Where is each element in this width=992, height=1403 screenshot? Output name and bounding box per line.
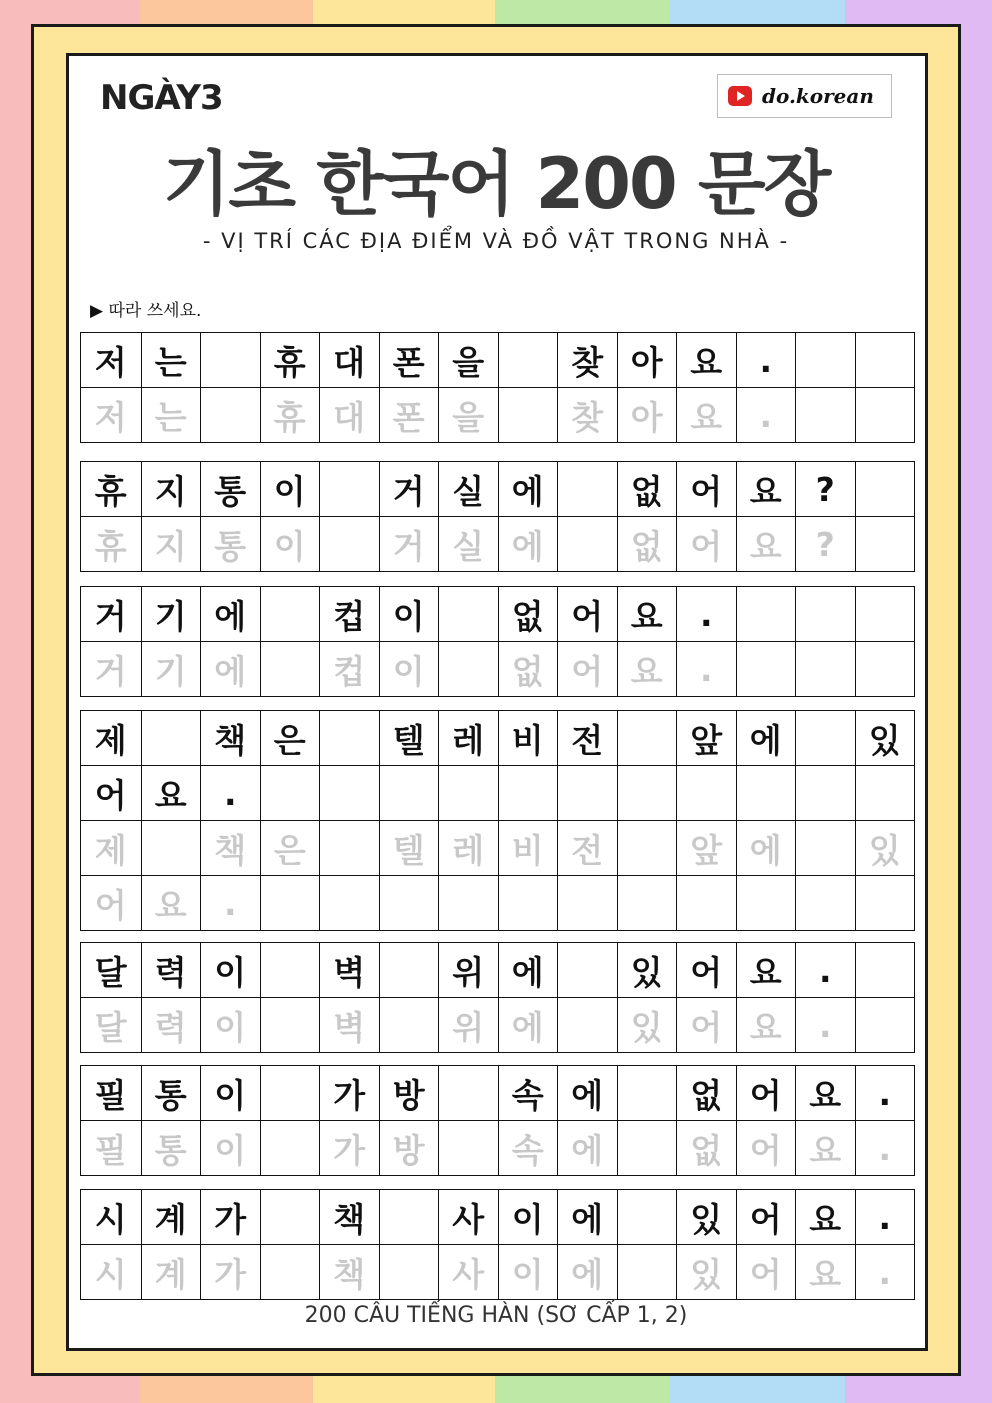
model-cell: 이: [498, 1190, 558, 1244]
channel-name: do.korean: [762, 84, 874, 108]
model-cell: 없: [498, 587, 558, 641]
trace-cell[interactable]: [855, 642, 915, 696]
model-cell: ?: [795, 462, 855, 516]
model-cell: 벽: [319, 943, 379, 997]
model-cell: 가: [319, 1066, 379, 1120]
sentence-grid: [80, 710, 915, 931]
trace-cell[interactable]: 계: [141, 1245, 201, 1299]
trace-cell[interactable]: [438, 876, 498, 930]
trace-cell[interactable]: 이: [498, 1245, 558, 1299]
trace-cell[interactable]: 없: [676, 1121, 736, 1175]
model-cell: [617, 711, 677, 765]
model-cell: 책: [200, 711, 260, 765]
model-row: [81, 462, 914, 516]
trace-cell[interactable]: 위: [438, 998, 498, 1052]
model-cell: [795, 587, 855, 641]
sentence-grid: [80, 1189, 915, 1300]
trace-cell[interactable]: [260, 1121, 320, 1175]
model-cell: [438, 766, 498, 820]
trace-cell[interactable]: 있: [676, 1245, 736, 1299]
trace-cell[interactable]: 책: [319, 1245, 379, 1299]
trace-cell[interactable]: [319, 517, 379, 571]
trace-cell[interactable]: 텔: [379, 821, 439, 875]
page-subtitle: - VỊ TRÍ CÁC ĐỊA ĐIỂM VÀ ĐỒ VẬT TRONG NHÀ -: [202, 229, 790, 253]
trace-cell[interactable]: .: [855, 1121, 915, 1175]
model-cell: [795, 766, 855, 820]
model-cell: 거: [379, 462, 439, 516]
sentence-grid: [80, 586, 915, 697]
model-cell: 요: [736, 943, 796, 997]
trace-cell[interactable]: [438, 642, 498, 696]
model-cell: 이: [379, 587, 439, 641]
trace-row: [81, 997, 914, 1052]
trace-cell[interactable]: 거: [94, 651, 127, 691]
model-cell: 앞: [676, 711, 736, 765]
trace-cell[interactable]: [438, 1121, 498, 1175]
model-cell: [260, 1066, 320, 1120]
trace-cell[interactable]: 비: [498, 821, 558, 875]
model-cell: [855, 462, 915, 516]
model-cell: 시: [94, 1199, 127, 1239]
model-cell: [260, 943, 320, 997]
trace-cell[interactable]: .: [736, 388, 796, 442]
trace-cell[interactable]: .: [855, 1245, 915, 1299]
trace-cell[interactable]: .: [676, 642, 736, 696]
model-cell: 어: [736, 1190, 796, 1244]
trace-cell[interactable]: [676, 876, 736, 930]
model-cell: [200, 333, 260, 387]
model-cell: 통: [200, 462, 260, 516]
trace-cell[interactable]: 요: [676, 388, 736, 442]
model-cell: [617, 1190, 677, 1244]
model-cell: .: [200, 766, 260, 820]
trace-cell[interactable]: [260, 876, 320, 930]
model-cell: [855, 943, 915, 997]
trace-cell[interactable]: [498, 876, 558, 930]
model-cell: 에: [498, 943, 558, 997]
trace-cell[interactable]: 는: [141, 388, 201, 442]
model-cell: 책: [319, 1190, 379, 1244]
model-cell: 레: [438, 711, 498, 765]
trace-cell[interactable]: [557, 517, 617, 571]
trace-cell[interactable]: 이: [200, 998, 260, 1052]
model-row: [81, 1066, 914, 1120]
sentence-grid: [80, 1065, 915, 1176]
trace-cell[interactable]: 제: [94, 830, 127, 870]
model-row: [81, 765, 914, 820]
model-cell: [557, 462, 617, 516]
trace-cell[interactable]: 없: [498, 642, 558, 696]
trace-cell[interactable]: 은: [260, 821, 320, 875]
trace-cell[interactable]: 있: [617, 998, 677, 1052]
model-cell: 제: [94, 720, 127, 760]
trace-cell[interactable]: ?: [795, 517, 855, 571]
trace-cell[interactable]: [617, 821, 677, 875]
model-cell: 어: [736, 1066, 796, 1120]
trace-cell[interactable]: 어: [736, 1245, 796, 1299]
model-cell: 있: [617, 943, 677, 997]
model-cell: .: [676, 587, 736, 641]
channel-logo[interactable]: [717, 74, 892, 118]
trace-cell[interactable]: 지: [141, 517, 201, 571]
trace-cell[interactable]: [141, 821, 201, 875]
trace-cell[interactable]: 기: [141, 642, 201, 696]
trace-row: [81, 1244, 914, 1299]
youtube-icon: [728, 86, 752, 106]
trace-cell[interactable]: 어: [94, 885, 127, 925]
trace-cell[interactable]: 휴: [260, 388, 320, 442]
trace-cell[interactable]: 가: [319, 1121, 379, 1175]
sentence-grid: [80, 332, 915, 443]
trace-cell[interactable]: [617, 1121, 677, 1175]
trace-cell[interactable]: 이: [260, 517, 320, 571]
trace-cell[interactable]: 앞: [676, 821, 736, 875]
model-cell: 없: [676, 1066, 736, 1120]
model-row: [81, 943, 914, 997]
trace-row: [81, 875, 914, 930]
model-cell: 은: [260, 711, 320, 765]
trace-cell[interactable]: 전: [557, 821, 617, 875]
model-cell: 요: [617, 587, 677, 641]
trace-cell[interactable]: 레: [438, 821, 498, 875]
trace-cell[interactable]: [379, 998, 439, 1052]
model-cell: 계: [141, 1190, 201, 1244]
trace-cell[interactable]: 속: [498, 1121, 558, 1175]
model-cell: 요: [141, 766, 201, 820]
trace-cell[interactable]: 요: [795, 1245, 855, 1299]
trace-cell[interactable]: [379, 1245, 439, 1299]
model-cell: 폰: [379, 333, 439, 387]
model-cell: 저: [94, 342, 127, 382]
trace-cell[interactable]: [260, 642, 320, 696]
trace-cell[interactable]: 에: [498, 998, 558, 1052]
trace-cell[interactable]: 이: [200, 1121, 260, 1175]
model-cell: 에: [736, 711, 796, 765]
trace-cell[interactable]: 대: [319, 388, 379, 442]
trace-cell[interactable]: [498, 388, 558, 442]
trace-cell[interactable]: [795, 388, 855, 442]
model-cell: [498, 333, 558, 387]
model-cell: .: [736, 333, 796, 387]
model-cell: 이: [260, 462, 320, 516]
trace-row: [81, 387, 914, 442]
footer-text: 200 CÂU TIẾNG HÀN (SƠ CẤP 1, 2): [304, 1303, 688, 1328]
trace-cell[interactable]: 없: [617, 517, 677, 571]
model-cell: [438, 1066, 498, 1120]
model-cell: 어: [676, 943, 736, 997]
trace-cell[interactable]: 에: [557, 1245, 617, 1299]
model-cell: 속: [498, 1066, 558, 1120]
trace-cell[interactable]: [855, 517, 915, 571]
model-cell: [557, 766, 617, 820]
trace-cell[interactable]: [795, 642, 855, 696]
trace-row: [81, 641, 914, 696]
model-cell: [617, 1066, 677, 1120]
model-cell: 있: [855, 711, 915, 765]
trace-cell[interactable]: [319, 821, 379, 875]
model-cell: [736, 587, 796, 641]
model-cell: 있: [676, 1190, 736, 1244]
trace-cell[interactable]: 휴: [94, 526, 127, 566]
model-cell: 텔: [379, 711, 439, 765]
model-cell: 방: [379, 1066, 439, 1120]
instruction-text: ▶ 따라 쓰세요.: [90, 301, 202, 321]
model-cell: 위: [438, 943, 498, 997]
model-cell: 어: [676, 462, 736, 516]
trace-cell[interactable]: 요: [736, 998, 796, 1052]
trace-cell[interactable]: 요: [141, 876, 201, 930]
model-cell: 휴: [260, 333, 320, 387]
model-cell: [319, 462, 379, 516]
trace-cell[interactable]: 어: [676, 998, 736, 1052]
trace-cell[interactable]: .: [795, 998, 855, 1052]
model-cell: [141, 711, 201, 765]
model-cell: [617, 766, 677, 820]
trace-cell[interactable]: [260, 998, 320, 1052]
trace-cell[interactable]: 시: [94, 1254, 127, 1294]
model-cell: 실: [438, 462, 498, 516]
model-cell: [498, 766, 558, 820]
trace-cell[interactable]: [617, 1245, 677, 1299]
trace-cell[interactable]: 벽: [319, 998, 379, 1052]
trace-cell[interactable]: 요: [617, 642, 677, 696]
model-cell: 대: [319, 333, 379, 387]
model-cell: 에: [557, 1066, 617, 1120]
model-cell: 요: [676, 333, 736, 387]
sentence-grid: [80, 942, 915, 1053]
model-cell: 는: [141, 333, 201, 387]
trace-row: [81, 516, 914, 571]
trace-cell[interactable]: [736, 876, 796, 930]
model-cell: .: [855, 1066, 915, 1120]
model-cell: [379, 766, 439, 820]
day-label: NGÀY3: [100, 78, 223, 118]
model-cell: 아: [617, 333, 677, 387]
trace-cell[interactable]: [617, 876, 677, 930]
trace-cell[interactable]: [736, 642, 796, 696]
model-cell: 찾: [557, 333, 617, 387]
model-cell: [676, 766, 736, 820]
trace-cell[interactable]: [200, 388, 260, 442]
model-cell: .: [855, 1190, 915, 1244]
model-cell: 달: [94, 952, 127, 992]
model-cell: 을: [438, 333, 498, 387]
model-cell: 에: [498, 462, 558, 516]
trace-cell[interactable]: 실: [438, 517, 498, 571]
trace-cell[interactable]: 어: [736, 1121, 796, 1175]
trace-cell[interactable]: [855, 876, 915, 930]
model-row: [81, 1190, 914, 1244]
trace-cell[interactable]: [855, 998, 915, 1052]
model-cell: [557, 943, 617, 997]
model-cell: 휴: [94, 471, 127, 511]
model-cell: [736, 766, 796, 820]
trace-cell[interactable]: 거: [379, 517, 439, 571]
trace-cell[interactable]: 책: [200, 821, 260, 875]
model-cell: [795, 711, 855, 765]
model-row: [81, 587, 914, 641]
trace-cell[interactable]: 아: [617, 388, 677, 442]
trace-cell[interactable]: 력: [141, 998, 201, 1052]
trace-cell[interactable]: 있: [855, 821, 915, 875]
model-cell: 이: [200, 1066, 260, 1120]
trace-cell[interactable]: [855, 388, 915, 442]
model-cell: [319, 711, 379, 765]
model-cell: [855, 333, 915, 387]
model-cell: 필: [94, 1075, 127, 1115]
model-cell: [319, 766, 379, 820]
trace-cell[interactable]: 통: [141, 1121, 201, 1175]
trace-cell[interactable]: 을: [438, 388, 498, 442]
trace-cell[interactable]: 컵: [319, 642, 379, 696]
trace-cell[interactable]: 사: [438, 1245, 498, 1299]
sentence-grid: [80, 461, 915, 572]
page-title: 기초 한국어 200 문장: [162, 143, 830, 225]
model-cell: 비: [498, 711, 558, 765]
model-cell: [438, 587, 498, 641]
trace-cell[interactable]: 필: [94, 1130, 127, 1170]
trace-cell[interactable]: [557, 998, 617, 1052]
model-cell: 기: [141, 587, 201, 641]
model-row: [81, 333, 914, 387]
model-cell: .: [795, 943, 855, 997]
trace-cell[interactable]: [795, 876, 855, 930]
model-cell: 요: [795, 1066, 855, 1120]
model-cell: 통: [141, 1066, 201, 1120]
trace-cell[interactable]: 저: [94, 397, 127, 437]
model-cell: 컵: [319, 587, 379, 641]
trace-cell[interactable]: 요: [736, 517, 796, 571]
trace-cell[interactable]: 방: [379, 1121, 439, 1175]
model-cell: 이: [200, 943, 260, 997]
model-row: [81, 711, 914, 765]
model-cell: [379, 1190, 439, 1244]
model-cell: 어: [94, 775, 127, 815]
model-cell: [795, 333, 855, 387]
trace-row: [81, 820, 914, 875]
model-cell: 에: [557, 1190, 617, 1244]
trace-cell[interactable]: 이: [379, 642, 439, 696]
trace-cell[interactable]: 에: [200, 642, 260, 696]
model-cell: 에: [200, 587, 260, 641]
trace-cell[interactable]: 폰: [379, 388, 439, 442]
model-cell: 사: [438, 1190, 498, 1244]
model-cell: [260, 1190, 320, 1244]
trace-cell[interactable]: [260, 1245, 320, 1299]
model-cell: 요: [795, 1190, 855, 1244]
trace-cell[interactable]: [379, 876, 439, 930]
trace-cell[interactable]: 어: [557, 642, 617, 696]
model-cell: 력: [141, 943, 201, 997]
trace-cell[interactable]: 에: [557, 1121, 617, 1175]
model-cell: [379, 943, 439, 997]
trace-cell[interactable]: .: [200, 876, 260, 930]
trace-cell[interactable]: [557, 876, 617, 930]
trace-cell[interactable]: 요: [795, 1121, 855, 1175]
trace-cell[interactable]: 에: [498, 517, 558, 571]
model-cell: 가: [200, 1190, 260, 1244]
trace-cell[interactable]: 에: [736, 821, 796, 875]
trace-row: [81, 1120, 914, 1175]
model-cell: [855, 587, 915, 641]
trace-cell[interactable]: 가: [200, 1245, 260, 1299]
trace-cell[interactable]: [319, 876, 379, 930]
model-cell: 지: [141, 462, 201, 516]
model-cell: [855, 766, 915, 820]
trace-cell[interactable]: 어: [676, 517, 736, 571]
model-cell: 거: [94, 596, 127, 636]
model-cell: 요: [736, 462, 796, 516]
model-cell: 전: [557, 711, 617, 765]
trace-cell[interactable]: 통: [200, 517, 260, 571]
model-cell: 어: [557, 587, 617, 641]
trace-cell[interactable]: 달: [94, 1007, 127, 1047]
model-cell: [260, 587, 320, 641]
model-cell: 없: [617, 462, 677, 516]
model-cell: [260, 766, 320, 820]
trace-cell[interactable]: [795, 821, 855, 875]
trace-cell[interactable]: 찾: [557, 388, 617, 442]
